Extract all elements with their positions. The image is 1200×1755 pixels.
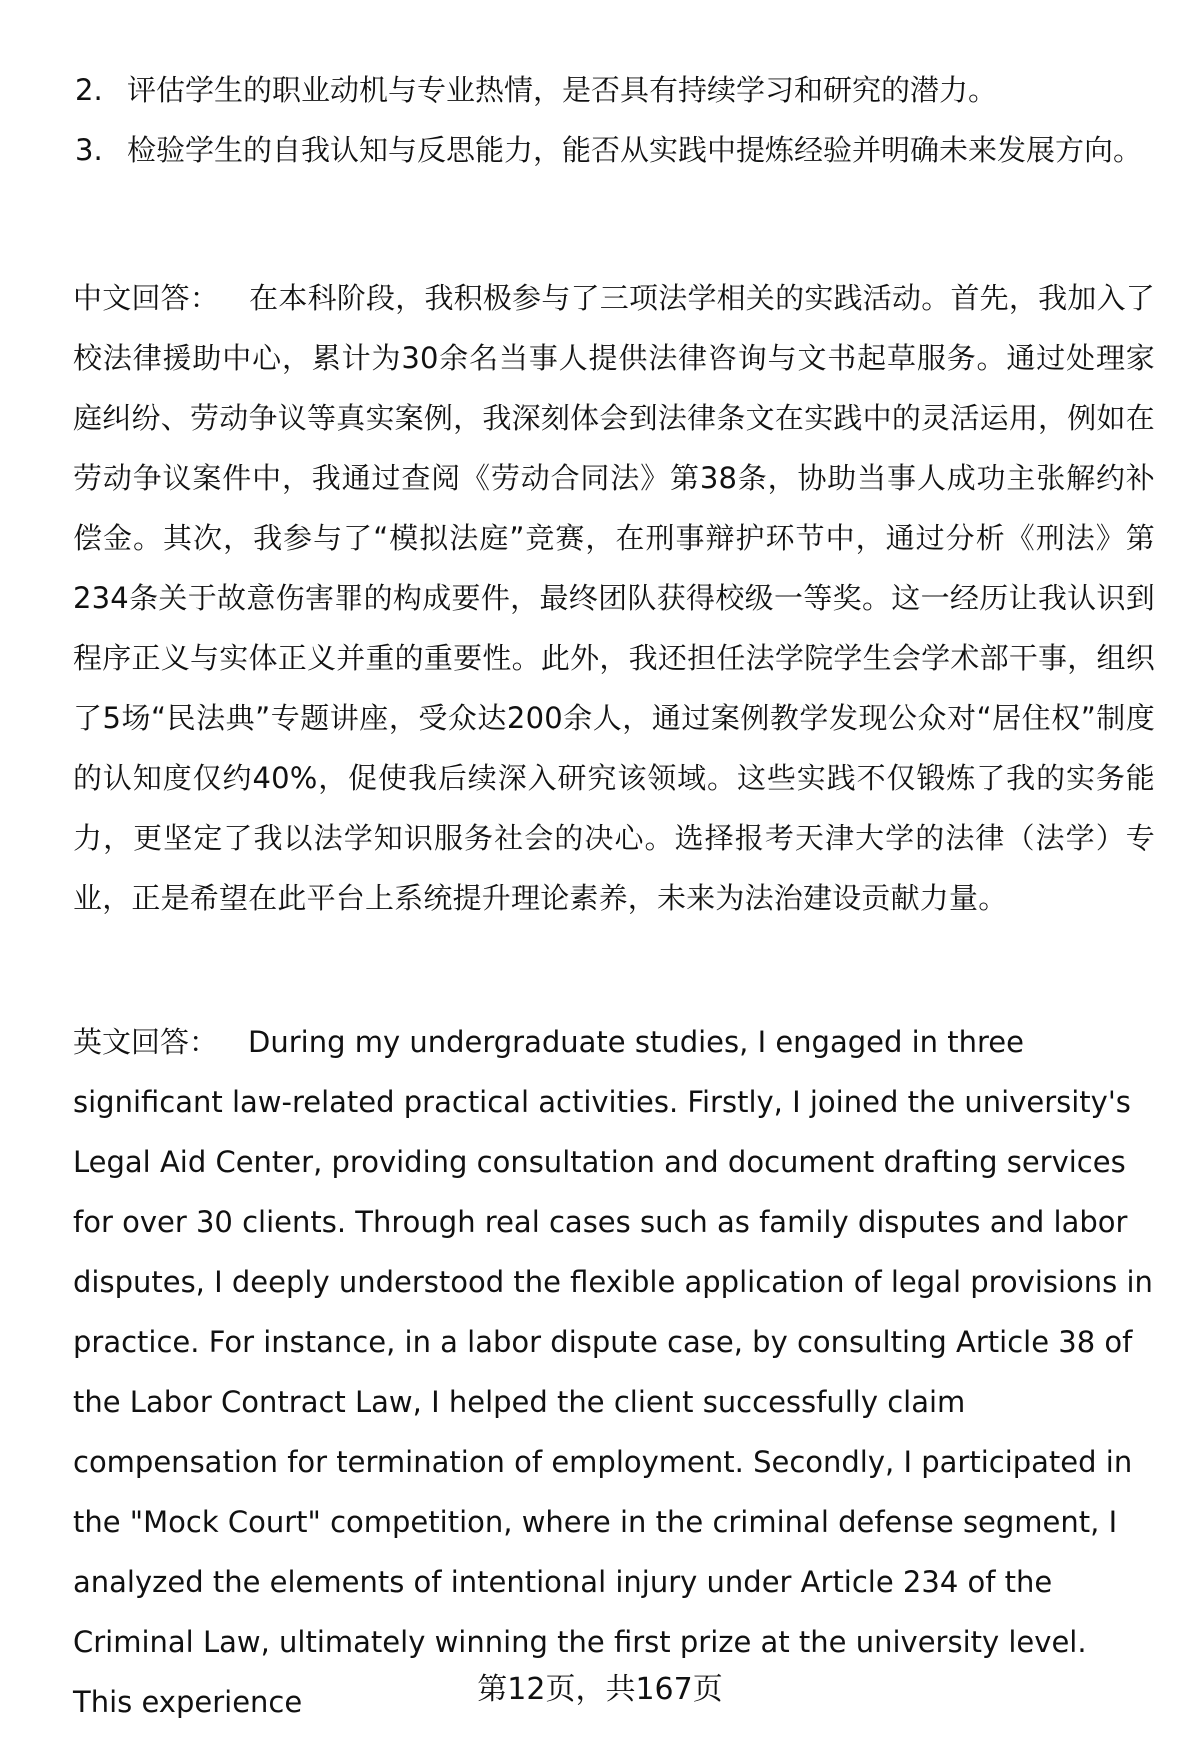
list-item: [75, 120, 1155, 180]
list-item-text: 评估学生的职业动机与专业热情，是否具有持续学习和研究的潜力。: [127, 73, 998, 107]
english-answer-text: During my undergraduate studies, I engaged in three significant law-related practical activities. Firstly, I joined the university's Legal Aid Center, providing consultation and document drafting services for over 30 clients. Through real cases such as family disputes and labor disputes, I deeply understood the flexible application of legal provisions in practice. For instance, in a labor dispute case, by consulting Article 38 of the Labor Contract Law, I helped the client successfully claim compensation for termination of employment. Secondly, I participated in the "Mock Court" competition, where in the criminal defense segment, I analyzed the elements of intentional injury under Article 234 of the Criminal Law, ultimately winning the first prize at the university level. This experience: [73, 1025, 1153, 1719]
list-item: [75, 60, 1155, 120]
evaluation-criteria-list: [75, 60, 1155, 180]
english-answer-label: 英文回答：: [73, 1025, 219, 1059]
list-item-number: 2.: [75, 73, 103, 107]
list-item-text: 检验学生的自我认知与反思能力，能否从实践中提炼经验并明确未来发展方向。: [127, 133, 1143, 167]
list-item-number: 3.: [75, 133, 103, 167]
chinese-answer-text: 在本科阶段，我积极参与了三项法学相关的实践活动。首先，我加入了校法律援助中心，累计为30余名当事人提供法律咨询与文书起草服务。通过处理家庭纠纷、劳动争议等真实案例，我深刻体会到法律条文在实践中的灵活运用，例如在劳动争议案件中，我通过查阅《劳动合同法》第38条，协助当事人成功主张解约补偿金。其次，我参与了“模拟法庭”竞赛，在刑事辩护环节中，通过分析《刑法》第234条关于故意伤害罪的构成要件，最终团队获得校级一等奖。这一经历让我认识到程序正义与实体正义并重的重要性。此外，我还担任法学院学生会学术部干事，组织了5场“民法典”专题讲座，受众达200余人，通过案例教学发现公众对“居住权”制度的认知度仅约40%，促使我后续深入研究该领域。这些实践不仅锻炼了我的实务能力，更坚定了我以法学知识服务社会的决心。选择报考天津大学的法律（法学）专业，正是希望在此平台上系统提升理论素养，未来为法治建设贡献力量。: [73, 281, 1155, 915]
page-number-footer: 第12页，共167页: [477, 1672, 723, 1707]
chinese-answer-label: 中文回答：: [73, 281, 220, 315]
chinese-answer-paragraph: [73, 268, 1155, 928]
english-answer-paragraph: [73, 1012, 1155, 1732]
